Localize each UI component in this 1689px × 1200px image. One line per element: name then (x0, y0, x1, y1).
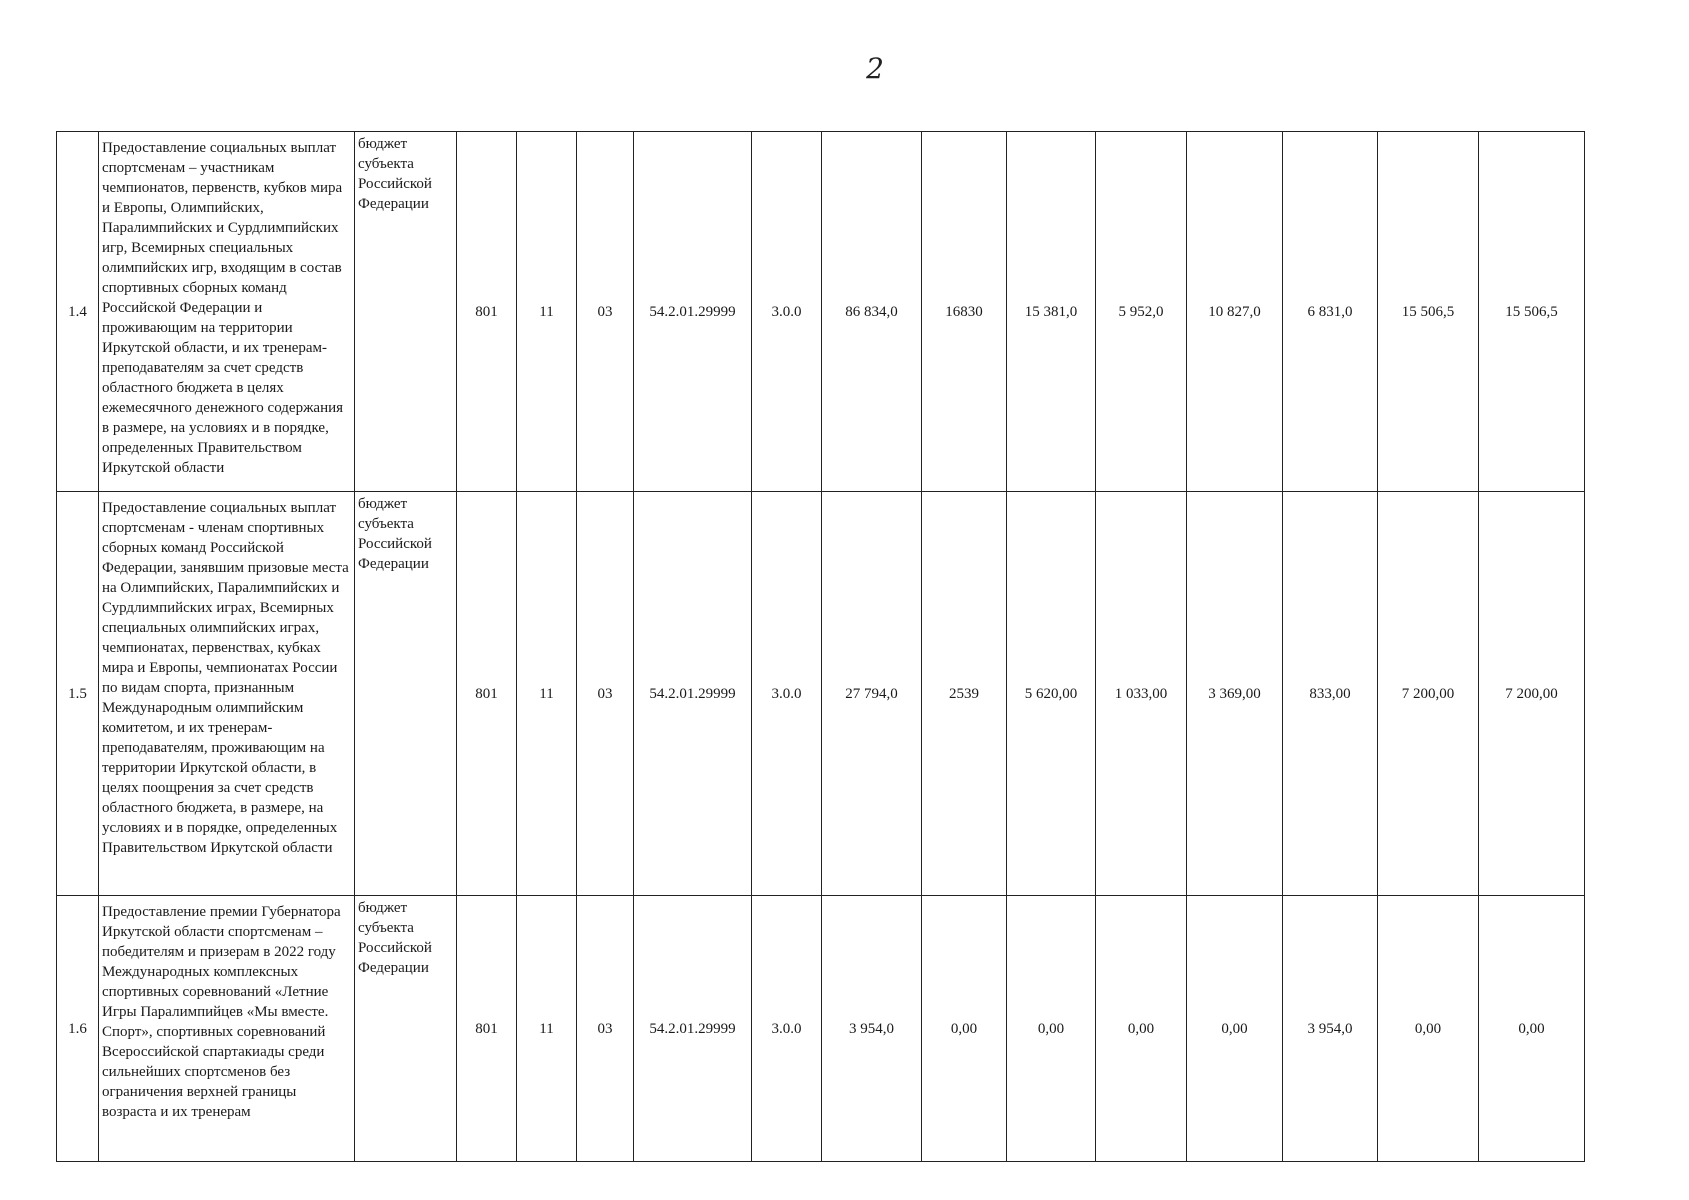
table-row (57, 492, 1585, 896)
amount-cell: 7 200,00 (1479, 492, 1585, 896)
amount-cell: 0,00 (1378, 896, 1479, 1162)
table-row (57, 896, 1585, 1162)
expense-type-code: 3.0.0 (752, 132, 822, 492)
section-code: 11 (517, 492, 577, 896)
expense-type-code: 3.0.0 (752, 492, 822, 896)
table-row (57, 132, 1585, 492)
amount-cell: 16830 (922, 132, 1007, 492)
row-number: 1.4 (57, 132, 99, 492)
amount-cell: 1 033,00 (1096, 492, 1187, 896)
funding-source: бюджет субъекта Российской Федерации (355, 492, 457, 896)
subsection-code: 03 (577, 132, 634, 492)
amount-cell: 833,00 (1283, 492, 1378, 896)
amount-cell: 0,00 (1007, 896, 1096, 1162)
expense-type-code: 3.0.0 (752, 896, 822, 1162)
subsection-code: 03 (577, 896, 634, 1162)
amount-cell: 5 952,0 (1096, 132, 1187, 492)
amount-cell: 10 827,0 (1187, 132, 1283, 492)
grbs-code: 801 (457, 896, 517, 1162)
amount-cell: 15 381,0 (1007, 132, 1096, 492)
amount-cell: 86 834,0 (822, 132, 922, 492)
amount-cell: 3 954,0 (1283, 896, 1378, 1162)
amount-cell: 3 954,0 (822, 896, 922, 1162)
budget-table (56, 131, 1585, 1162)
amount-cell: 15 506,5 (1479, 132, 1585, 492)
row-number: 1.6 (57, 896, 99, 1162)
row-number: 1.5 (57, 492, 99, 896)
measure-description: Предоставление премии Губернатора Иркутской области спортсменам – победителям и призерам в 2022 году Международных комплексных спортивных соревнований «Летние Игры Паралимпийцев «Мы вместе. Спорт», спортивных соревнований Всероссийской спартакиады среди сильнейших спортсменов без ограничения верхней границы возраста и их тренерам (99, 896, 355, 1162)
grbs-code: 801 (457, 132, 517, 492)
funding-source: бюджет субъекта Российской Федерации (355, 896, 457, 1162)
subsection-code: 03 (577, 492, 634, 896)
target-article-code: 54.2.01.29999 (634, 132, 752, 492)
amount-cell: 0,00 (1479, 896, 1585, 1162)
page-number: 2 (866, 52, 884, 85)
amount-cell: 27 794,0 (822, 492, 922, 896)
amount-cell: 6 831,0 (1283, 132, 1378, 492)
amount-cell: 5 620,00 (1007, 492, 1096, 896)
section-code: 11 (517, 132, 577, 492)
amount-cell: 0,00 (1187, 896, 1283, 1162)
measure-description: Предоставление социальных выплат спортсменам - членам спортивных сборных команд Российской Федерации, занявшим призовые места на Олимпийских, Паралимпийских и Сурдлимпийских играх, Всемирных специальных олимпийских играх, чемпионатах, первенствах, кубках мира и Европы, чемпионатах России по видам спорта, признанным Международным олимпийским комитетом, и их тренерам-преподавателям, проживающим на территории Иркутской области, в целях поощрения за счет средств областного бюджета, в размере, на условиях и в порядке, определенных Правительством Иркутской области (99, 492, 355, 896)
amount-cell: 7 200,00 (1378, 492, 1479, 896)
target-article-code: 54.2.01.29999 (634, 896, 752, 1162)
target-article-code: 54.2.01.29999 (634, 492, 752, 896)
amount-cell: 2539 (922, 492, 1007, 896)
amount-cell: 0,00 (1096, 896, 1187, 1162)
amount-cell: 0,00 (922, 896, 1007, 1162)
funding-source: бюджет субъекта Российской Федерации (355, 132, 457, 492)
section-code: 11 (517, 896, 577, 1162)
grbs-code: 801 (457, 492, 517, 896)
amount-cell: 3 369,00 (1187, 492, 1283, 896)
amount-cell: 15 506,5 (1378, 132, 1479, 492)
measure-description: Предоставление социальных выплат спортсменам – участникам чемпионатов, первенств, кубков мира и Европы, Олимпийских, Паралимпийских и Сурдлимпийских игр, Всемирных специальных олимпийских игр, входящим в состав спортивных сборных команд Российской Федерации и проживающим на территории Иркутской области, и их тренерам-преподавателям за счет средств областного бюджета в целях ежемесячного денежного содержания в размере, на условиях и в порядке, определенных Правительством Иркутской области (99, 132, 355, 492)
